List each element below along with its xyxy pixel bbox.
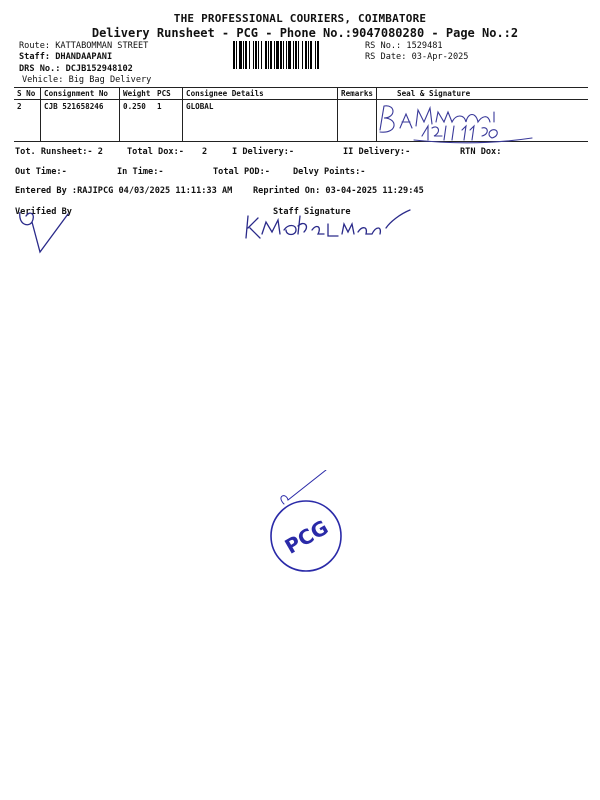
- rtn-dox: RTN Dox:: [460, 147, 502, 157]
- col-weight: Weight: [120, 88, 155, 100]
- col-sno: S No: [14, 88, 41, 100]
- total-dox-value: 2: [202, 147, 208, 157]
- stamp-text: PCG: [280, 515, 333, 559]
- col-pcs: PCS: [154, 88, 183, 100]
- pcg-seal-stamp: [262, 470, 352, 580]
- barcode-image: [233, 41, 359, 69]
- reprinted-on: Reprinted On: 03-04-2025 11:29:45: [253, 186, 424, 196]
- verified-by-label: Verified By: [15, 207, 72, 217]
- drs-number: DRS No.: DCJB152948102: [19, 64, 133, 74]
- runsheet-title: Delivery Runsheet - PCG - Phone No.:9047080280 - Page No.:2: [91, 26, 519, 40]
- vehicle-label: Vehicle: Big Bag Delivery: [22, 75, 152, 85]
- staff-signature-label: Staff Signature: [273, 207, 351, 217]
- rs-date: RS Date: 03-Apr-2025: [365, 52, 469, 62]
- in-time: In Time:-: [117, 167, 164, 177]
- staff-label: Staff: DHANDAAPANI: [19, 52, 113, 62]
- cell-sno: 2: [14, 100, 41, 142]
- staff-handwritten-signature: [240, 204, 420, 246]
- handwritten-receiver-signature: [372, 100, 572, 148]
- delvy-points: Delvy Points:-: [293, 167, 366, 177]
- rs-number: RS No.: 1529481: [365, 41, 443, 51]
- cell-weight: 0.250: [120, 100, 155, 142]
- cell-consignee: GLOBAL: [183, 100, 338, 142]
- route-label: Route: KATTABOMMAN STREET: [19, 41, 149, 51]
- verifier-signature: [14, 212, 72, 260]
- cell-consignment: CJB 521658246: [41, 100, 120, 142]
- company-name: THE PROFESSIONAL COURIERS, COIMBATORE: [173, 12, 427, 25]
- i-delivery: I Delivery:-: [232, 147, 295, 157]
- col-remarks: Remarks: [338, 88, 377, 100]
- tot-runsheet: Tot. Runsheet:- 2: [15, 147, 103, 157]
- col-seal-signature: Seal & Signature: [377, 88, 588, 100]
- col-consignment: Consignment No: [41, 88, 120, 100]
- table-header-row: [14, 88, 588, 100]
- total-dox-label: Total Dox:-: [127, 147, 184, 157]
- ii-delivery: II Delivery:-: [343, 147, 411, 157]
- cell-pcs: 1: [154, 100, 183, 142]
- total-pod: Total POD:-: [213, 167, 270, 177]
- out-time: Out Time:-: [15, 167, 67, 177]
- cell-remarks: [338, 100, 377, 142]
- entered-by: Entered By :RAJIPCG 04/03/2025 11:11:33 AM: [15, 186, 233, 196]
- col-consignee: Consignee Details: [183, 88, 338, 100]
